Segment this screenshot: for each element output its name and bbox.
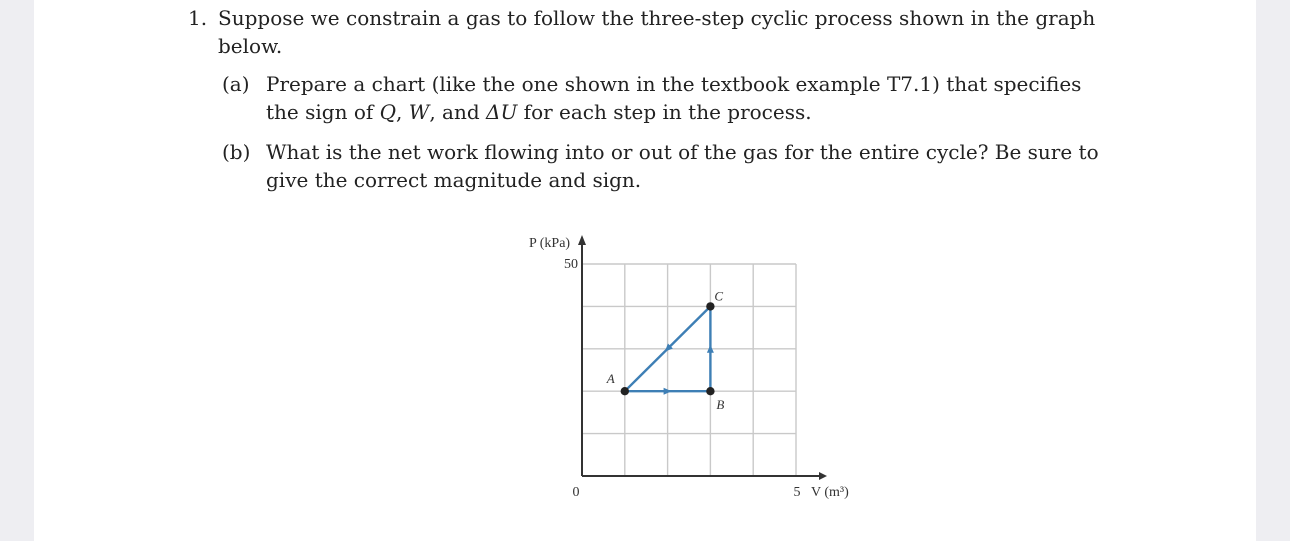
- cycle-path: [625, 306, 714, 394]
- symbol-q: Q: [379, 100, 397, 124]
- separator-1: ,: [396, 100, 409, 124]
- state-label-b: B: [716, 397, 725, 413]
- grid: [582, 264, 796, 476]
- x-tick-5: 5: [793, 485, 801, 500]
- y-axis-label: P (kPa): [529, 236, 571, 251]
- y-axis-arrow-icon: [578, 235, 586, 245]
- y-tick-50: 50: [564, 257, 578, 272]
- part-a-line-2-end: for each step in the process.: [517, 100, 812, 124]
- part-a-line-2: [266, 98, 812, 126]
- document-page: [34, 0, 1256, 541]
- symbol-delta-u: ΔU: [486, 100, 518, 124]
- problem-text-line-1: Suppose we constrain a gas to follow the three-step cyclic process shown in the graph: [218, 6, 1096, 30]
- state-label-a: A: [606, 371, 615, 387]
- problem-text-line-2: below.: [218, 34, 283, 58]
- part-a-line-1: Prepare a chart (like the one shown in the textbook example T7.1) that specifies: [266, 72, 1082, 96]
- state-point-b: [706, 387, 714, 395]
- state-point-c: [706, 302, 714, 310]
- state-label-c: C: [714, 288, 724, 304]
- part-a-label: (a): [222, 72, 250, 96]
- symbol-w: W: [408, 100, 430, 124]
- axes: [578, 235, 827, 480]
- problem-number: 1.: [188, 6, 208, 30]
- part-b-line-1: What is the net work flowing into or out of the gas for the entire cycle? Be sure to: [266, 140, 1099, 164]
- part-b-line-2: give the correct magnitude and sign.: [266, 168, 642, 192]
- part-b-label: (b): [222, 140, 251, 164]
- origin-tick-label: 0: [572, 485, 580, 500]
- part-a-line-2-start: the sign of: [266, 100, 380, 124]
- state-point-a: [621, 387, 629, 395]
- pv-diagram: [489, 225, 849, 515]
- x-axis-arrow-icon: [819, 472, 827, 480]
- x-axis-label: V (m³): [811, 485, 849, 500]
- separator-2: , and: [429, 100, 486, 124]
